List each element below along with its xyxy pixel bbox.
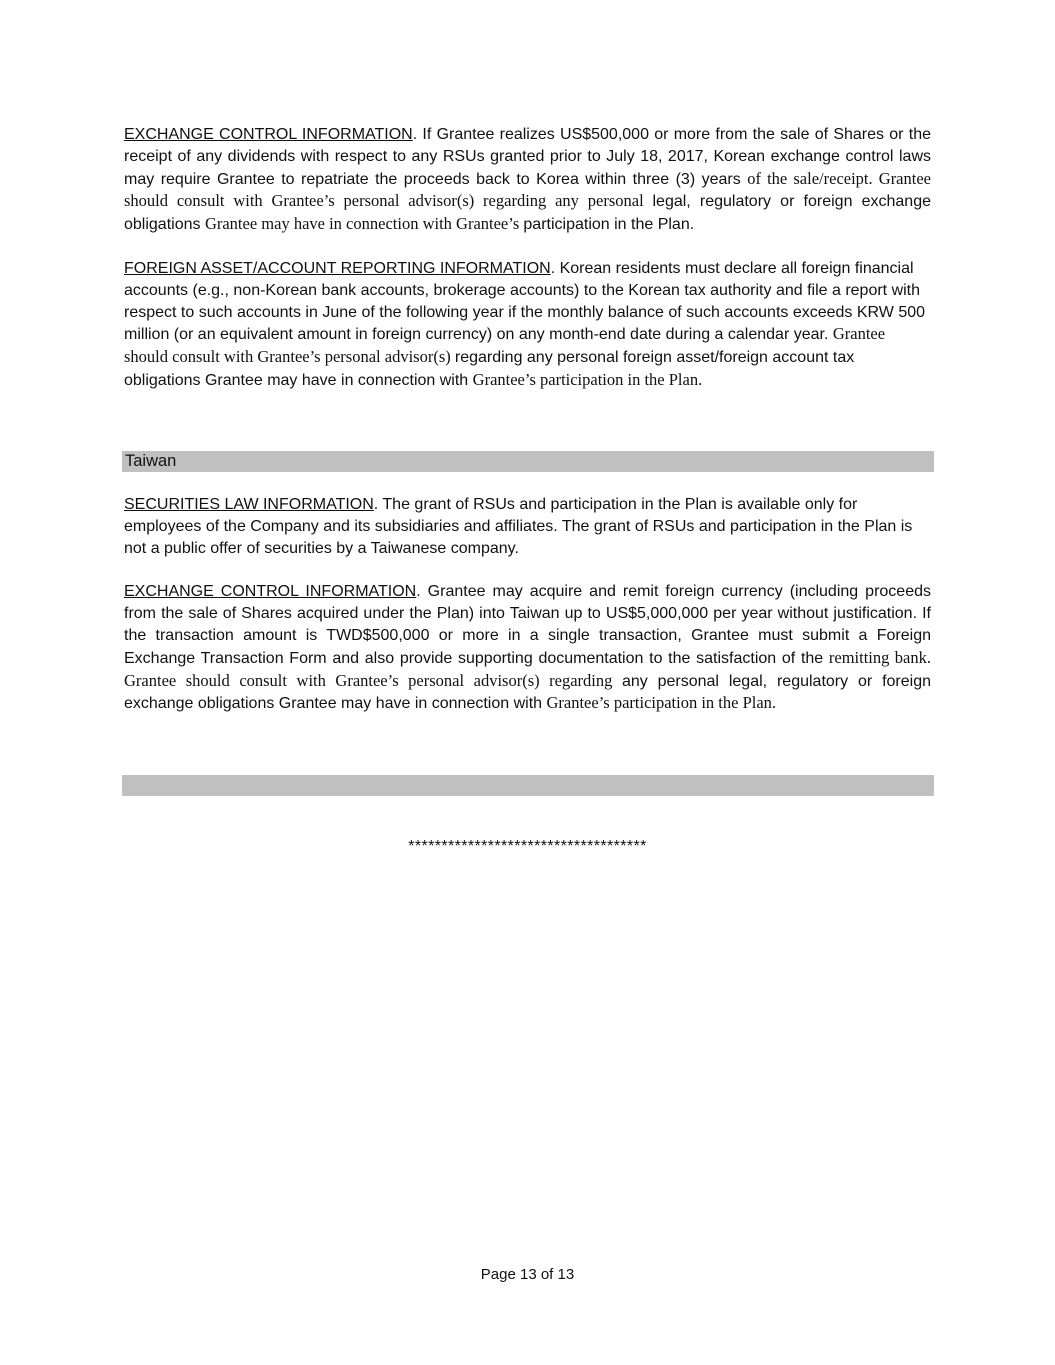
- korea-foreign-asset-text-2: regarding any personal foreign asset/foreign account tax obligations Grantee may have in connection with: [124, 349, 855, 389]
- taiwan-exchange-control-text-serif: remitting bank. Grantee should consult with Grantee’s personal advisor(s) regarding: [124, 647, 931, 690]
- document-body: [124, 124, 931, 414]
- taiwan-exchange-control-text-serif-2: Grantee’s participation in the Plan.: [546, 693, 777, 713]
- section-divider-bar: [122, 775, 934, 796]
- taiwan-exchange-control-text-2: any personal legal, regulatory or foreign exchange obligations Grantee may have in connection with: [124, 672, 931, 713]
- korea-exchange-control-text-3: participation in the Plan.: [523, 216, 695, 234]
- end-separator: ************************************: [408, 838, 647, 855]
- taiwan-exchange-control-paragraph: [124, 581, 931, 715]
- korea-exchange-control-heading: EXCHANGE CONTROL INFORMATION: [124, 126, 413, 143]
- korea-foreign-asset-text-serif: Grantee should consult with Grantee’s personal advisor(s): [124, 324, 886, 367]
- korea-foreign-asset-heading: FOREIGN ASSET/ACCOUNT REPORTING INFORMATION: [124, 259, 551, 277]
- taiwan-securities-law-text: . The grant of RSUs and participation in the Plan is available only for employees of the Company and its subsidiaries and affiliates. The grant of RSUs and participation in the Plan is not a public offer of securities by a Taiwanese company.: [124, 496, 913, 557]
- korea-foreign-asset-text-serif-2: Grantee’s participation in the Plan.: [472, 369, 703, 389]
- page-number: Page 13 of 13: [480, 1266, 575, 1283]
- korea-foreign-asset-text: . Korean residents must declare all foreign financial accounts (e.g., non-Korean bank accounts, brokerage accounts) to the Korean tax authority and file a report with respect to such accounts in June of the following year if the monthly balance of such accounts exceeds KRW 500 million (or an equivalent amount in foreign currency) on any month-end date during a calendar year.: [124, 259, 926, 344]
- taiwan-exchange-control-heading: EXCHANGE CONTROL INFORMATION: [124, 583, 417, 601]
- taiwan-exchange-control-text: . Grantee may acquire and remit foreign currency (including proceeds from the sale of Shares acquired under the Plan) into Taiwan up to US$5,000,000 per year without justification. If the transaction amount is TWD$500,000 or more in a single transaction, Grantee must submit a Foreign Exchange Transaction Form and also provide supporting documentation to the satisfaction of the: [124, 583, 932, 667]
- taiwan-securities-law-paragraph: [124, 494, 931, 559]
- taiwan-body: [124, 494, 931, 737]
- korea-exchange-control-text-serif: of the sale/receipt. Grantee should consult with Grantee’s personal advisor(s) regarding any personal: [124, 168, 931, 211]
- korea-exchange-control-text: . If Grantee realizes US$500,000 or more from the sale of Shares or the receipt of any dividends with respect to any RSUs granted prior to July 18, 2017, Korean exchange control laws may require Grantee to repatriate the proceeds back to Korea within three (3) years: [124, 126, 932, 188]
- taiwan-securities-law-heading: SECURITIES LAW INFORMATION: [124, 496, 374, 513]
- korea-exchange-control-paragraph: [124, 124, 931, 236]
- korea-exchange-control-text-2: legal, regulatory or foreign exchange obligations: [124, 193, 932, 234]
- country-heading-taiwan: Taiwan: [122, 451, 934, 472]
- korea-foreign-asset-paragraph: [124, 258, 931, 392]
- korea-exchange-control-text-serif-2: Grantee may have in connection with Grantee’s: [204, 214, 524, 234]
